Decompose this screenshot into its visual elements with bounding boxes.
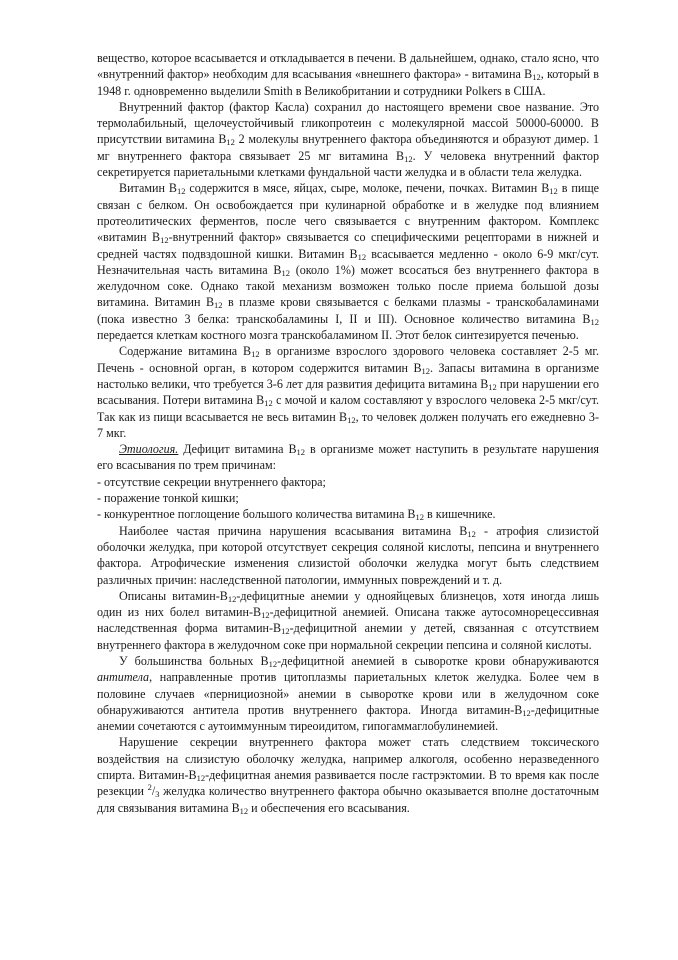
list-item: - поражение тонкой кишки;	[97, 491, 239, 506]
paragraph-etiology: Этиология. Дефицит витамина $В_{12}$ в организме может наступить в результате нарушения его всасывания по трем причинам:	[97, 442, 599, 473]
paragraph-6: Наиболее частая причина нарушения всасывания витамина $В_{12}$ - атрофия слизистой оболочки желудка, при которой отсутствует секреция соляной кислоты, пепсина и внутреннего фактора. Атрофические изменения слизистой оболочки желудка могут быть следствием различных причин: наследственной патологии, иммунных повреждений и т. д.	[97, 523, 599, 587]
section-heading-etiology: Этиология.	[119, 442, 179, 457]
list-item: - отсутствие секреции внутреннего фактора;	[97, 474, 326, 489]
paragraph-9: Нарушение секреции внутреннего фактора может стать следствием токсического воздействия на слизистую оболочку желудка, например алкоголя, особенно неразведенного спирта. Витамин-$В_{12}$-дефицитная анемия развивается после гастрэктомии. В то время как после резекции $^2/_3$ желудка количество внутреннего фактора обычно оказывается вполне достаточным для связывания витамина $В_{12}$ и обеспечения его всасывания.	[97, 735, 599, 816]
paragraph-2: Внутренний фактор (фактор Касла) сохранил до настоящего времени свое название. Это термолабильный, щелочеустойчивый гликопротеин с молекулярной массой 50000-60000. В присутствии витамина $В_{12}$ 2 молекулы внутреннего фактора объединяются и образуют димер. 1 мг внутреннего фактора связывает 25 мг витамина $В_{12}$. У человека внутренний фактор секретируется париетальными клетками фундальной части желудка и в области тела желудка.	[97, 99, 599, 180]
document-page	[97, 50, 599, 816]
paragraph-3: Витамин $В_{12}$ содержится в мясе, яйцах, сыре, молоке, печени, почках. Витамин $В_{12}$ в пище связан с белком. Он освобождается при кулинарной обработке и в желудке под влиянием протеолитических ферментов, после чего связывается с внутренним фактором. Комплекс «витамин $В_{12}$-внутренний фактор» связывается со специфическими рецепторами в нижней и средней частях подвздошной кишки. Витамин $В_{12}$ всасывается медленно - около 6-9 мкг/сут. Незначительная часть витамина $В_{12}$ (около 1%) может всосаться без внутреннего фактора в желудочном соке. Однако такой механизм возможен только после приема большой дозы витамина. Витамин $В_{12}$ в плазме крови связывается с белками плазмы - транскобаламинами (пока известно 3 белка: транскобаламины I, II и III). Основное количество витамина $В_{12}$ передается клеткам костного мозга транскобаламином II. Этот белок синтезируется печенью.	[97, 181, 600, 343]
list-item: - конкурентное поглощение большого количества витамина $В_{12}$ в кишечнике.	[97, 507, 496, 523]
paragraph-7: Описаны витамин-$В_{12}$-дефицитные анемии у однояйцевых близнецов, хотя иногда лишь один из них болел витамин-$В_{12}$-дефицитной анемией. Описана также аутосомнорецессивная наследственная форма витамин-$В_{12}$-дефицитной анемии у детей, связанная с отсутствием внутреннего фактора в желудочном соке при нормальной секреции пепсина и соляной кислоты.	[97, 588, 600, 652]
paragraph-4: Содержание витамина $В_{12}$ в организме взрослого здорового человека составляет 2-5 мг. Печень - основной орган, в котором содержится витамин $В_{12}$. Запасы витамина в организме настолько велики, что требуется 3-6 лет для развития дефицита витамина $В_{12}$ при нарушении его всасывания. Потери витамина $В_{12}$ с мочой и калом составляют у взрослого человека 2-5 мкг/сут. Так как из пищи всасывается не весь витамин $В_{12}$, то человек должен получать его ежедневно 3-7 мкг.	[97, 344, 599, 440]
paragraph-1: вещество, которое всасывается и откладывается в печени. В дальнейшем, однако, стало ясно, что «внутренний фактор» необходим для всасывания «внешнего фактора» - витамина $В_{12}$, который в 1948 г. одновременно выделили Smith в Великобритании и сотрудники Polkers в США.	[97, 51, 600, 98]
paragraph-8: У большинства больных $В_{12}$-дефицитной анемией в сыворотке крови обнаруживаются антитела, направленные против цитоплазмы париетальных клеток желудка. Более чем в половине случаев «пернициозной» анемии в сыворотке крови или в желудочном соке обнаруживаются антитела против внутреннего фактора. Иногда витамин-$В_{12}$-дефицитные анемии сочетаются с аутоиммунным тиреоидитом, гипогаммаглобулинемией.	[97, 653, 599, 734]
